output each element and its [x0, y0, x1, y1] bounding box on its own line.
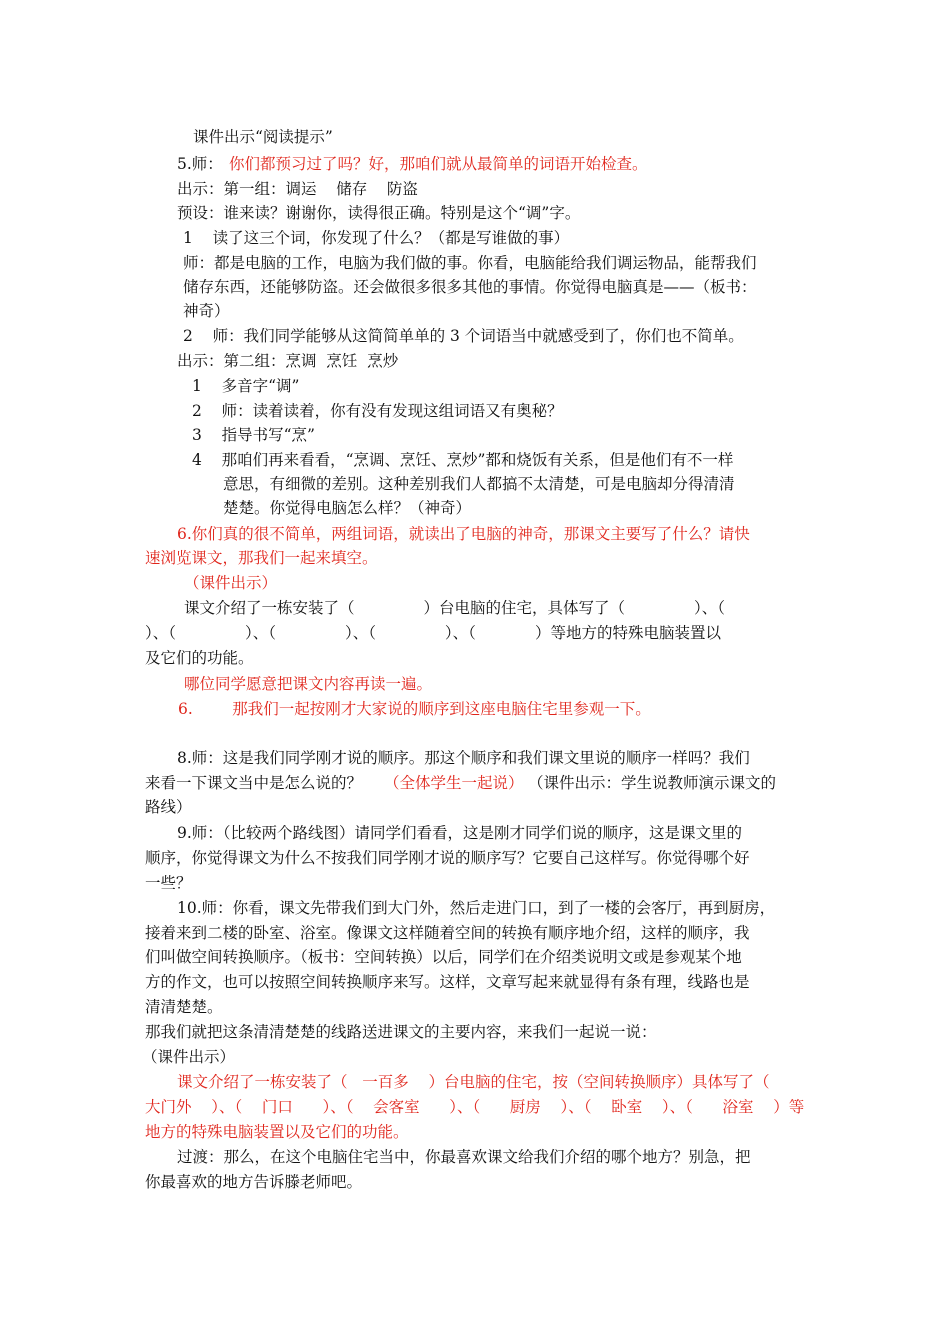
group-2-item-2: 2 师：读着读着，你有没有发现这组词语又有奥秘？ — [192, 402, 563, 420]
courseware-reading-tip: 课件出示“阅读提示” — [193, 128, 333, 146]
summary-intro: 那我们就把这条清清楚楚的线路送进课文的主要内容，来我们一起说一说： — [145, 1023, 657, 1041]
step-5-label: 5.师： — [177, 155, 223, 173]
step-10-paragraph: 接着来到二楼的卧室、浴室。像课文这样随着空间的转换有顺序地介绍，这样的顺序，我 — [145, 924, 750, 942]
group-1-item-1: 1 读了这三个词，你发现了什么？（都是写谁做的事） — [183, 229, 570, 247]
group-2-item-1: 1 多音字“调” — [192, 377, 300, 395]
transition-paragraph: 你最喜欢的地方告诉滕老师吧。 — [145, 1173, 363, 1191]
group-2-item-4: 4 那咱们再来看看，“烹调、烹饪、烹炒”都和烧饭有关系，但是他们有不一样 — [192, 451, 734, 469]
step-8-paragraph: 来看一下课文当中是怎么说的？ — [145, 774, 363, 792]
teacher-paragraph-line: 师：都是电脑的工作，电脑为我们做的事。你看，电脑能给我们调运物品，能帮我们 — [183, 254, 757, 272]
step-10-paragraph: 清清楚楚。 — [145, 998, 223, 1016]
step-8-paragraph: 路线） — [145, 798, 192, 816]
group-2-item-3: 3 指导书写“烹” — [192, 426, 315, 444]
filled-answer-line: 课文介绍了一栋安装了（ 一百多 ）台电脑的住宅，按（空间转换顺序）具体写了（ — [177, 1073, 770, 1091]
whole-class-cue: （全体学生一起说） — [384, 774, 524, 792]
filled-answer-line: 大门外 ）、（ 门口 ）、（ 会客室 ）、（ 厨房 ）、（ 卧室 ）、（ 浴室 ）等 — [145, 1098, 805, 1116]
step-9-paragraph: 顺序，你觉得课文为什么不按我们同学刚才说的顺序写？它要自己这样写。你觉得哪个好 — [145, 849, 750, 867]
courseware-label: （课件出示） — [184, 574, 278, 592]
step-8-paragraph: （课件出示：学生说教师演示课文的 — [528, 774, 777, 792]
group-1-item-2: 2 师：我们同学能够从这简简单单的 3 个词语当中就感受到了，你们也不简单。 — [183, 327, 744, 345]
fill-blank-line: 及它们的功能。 — [145, 649, 254, 667]
step-6-visit: 6. 那我们一起按刚才大家说的顺序到这座电脑住宅里参观一下。 — [178, 700, 651, 718]
step-9-paragraph: 一些？ — [145, 874, 192, 892]
fill-blank-line: 课文介绍了一栋安装了（ ）台电脑的住宅，具体写了（ ）、（ — [184, 599, 725, 617]
step-6-paragraph: 6.你们真的很不简单，两组词语，就读出了电脑的神奇，那课文主要写了什么？请快 — [177, 525, 750, 543]
step-9-paragraph: 9.师：（比较两个路线图）请同学们看看，这是刚才同学们说的顺序，这是课文里的 — [177, 824, 743, 842]
step-10-paragraph: 10.师：你看，课文先带我们到大门外，然后走进门口，到了一楼的会客厅，再到厨房， — [177, 899, 776, 917]
step-10-paragraph: 方的作文，也可以按照空间转换顺序来写。这样，文章写起来就显得有条有理，线路也是 — [145, 973, 750, 991]
group-2-item-4-cont: 意思，有细微的差别。这种差别我们人都搞不太清楚，可是电脑却分得清清 — [223, 475, 735, 493]
teacher-paragraph-line: 神奇） — [183, 302, 230, 320]
word-group-2: 出示：第二组：烹调 烹饪 烹炒 — [177, 352, 399, 370]
group-2-item-4-cont: 楚楚。你觉得电脑怎么样？（神奇） — [223, 499, 472, 517]
read-again-prompt: 哪位同学愿意把课文内容再读一遍。 — [184, 675, 433, 693]
step-10-paragraph: 们叫做空间转换顺序。（板书：空间转换）以后，同学们在介绍类说明文或是参观某个地 — [145, 948, 742, 966]
step-8-paragraph: 8.师：这是我们同学刚才说的顺序。那这个顺序和我们课文里说的顺序一样吗？我们 — [177, 749, 750, 767]
transition-paragraph: 过渡：那么，在这个电脑住宅当中，你最喜欢课文给我们介绍的哪个地方？别急，把 — [177, 1148, 751, 1166]
step-6-paragraph: 速浏览课文，那我们一起来填空。 — [145, 549, 378, 567]
step-5-question: 你们都预习过了吗？好，那咱们就从最简单的词语开始检查。 — [229, 155, 648, 173]
courseware-label: （课件出示） — [142, 1048, 236, 1066]
filled-answer-line: 地方的特殊电脑装置以及它们的功能。 — [145, 1123, 409, 1141]
fill-blank-line: ）、（ ）、（ ）、（ ）、（ ）等地方的特殊电脑装置以 — [145, 624, 722, 642]
preset-text: 预设：谁来读？谢谢你，读得很正确。特别是这个“调”字。 — [177, 204, 581, 222]
word-group-1: 出示：第一组：调运 储存 防盗 — [177, 180, 418, 198]
teacher-paragraph-line: 储存东西，还能够防盗。还会做很多很多其他的事情。你觉得电脑真是——（板书： — [183, 278, 757, 296]
